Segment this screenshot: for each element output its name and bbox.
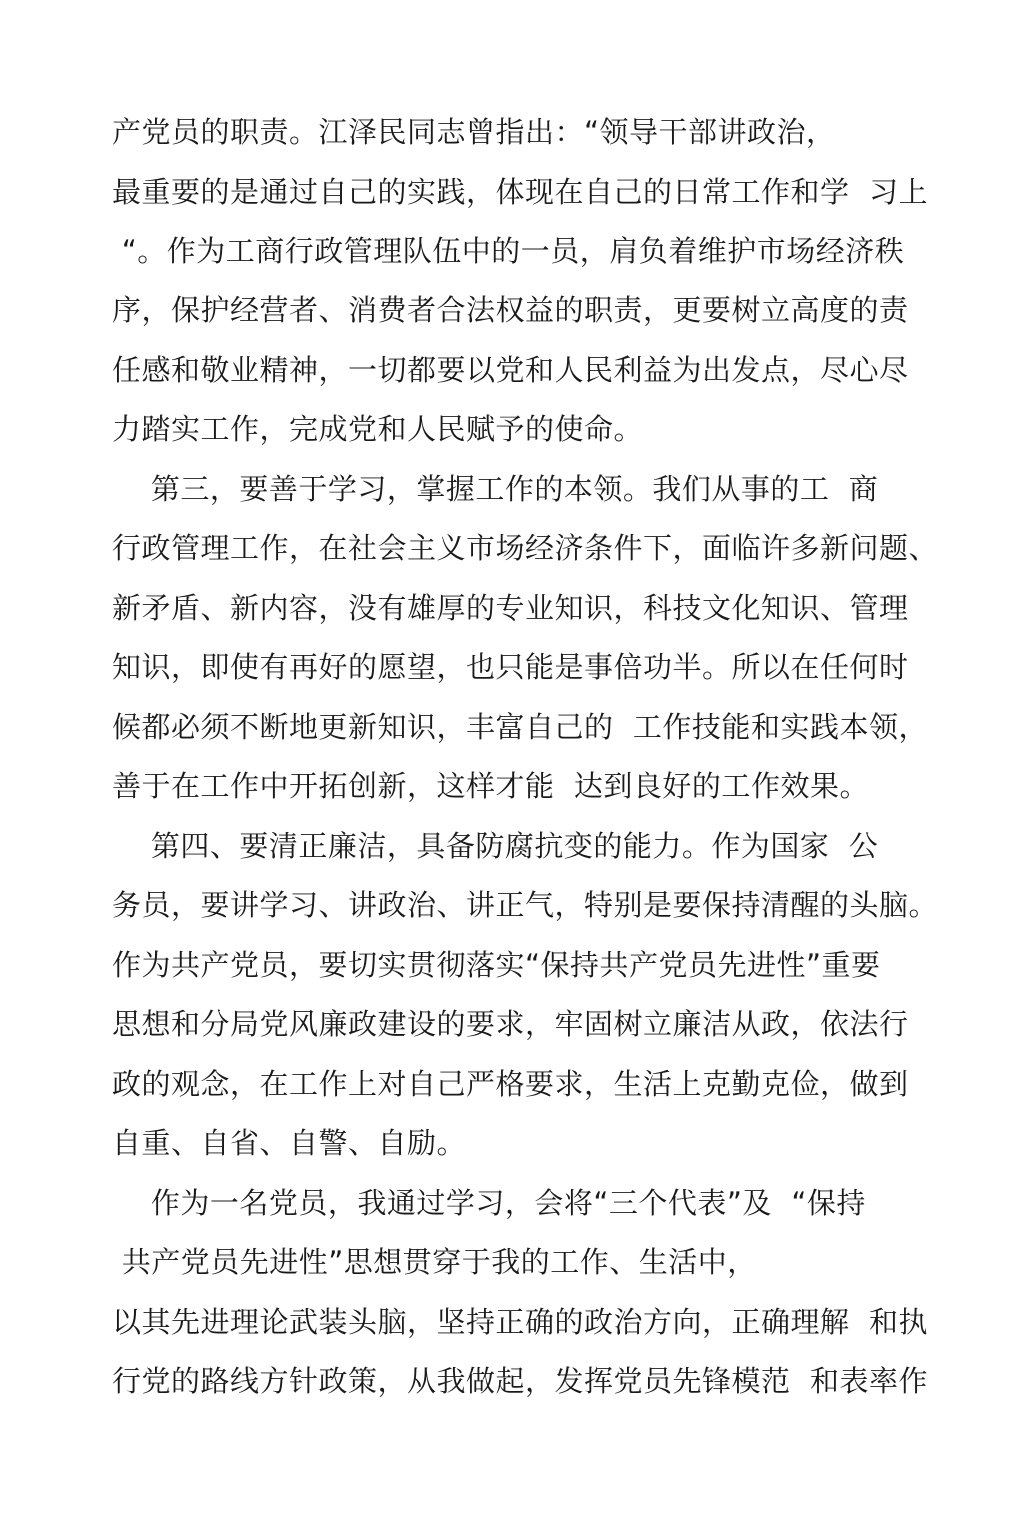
- text-line: 行党的路线方针政策，从我做起，发挥党员先锋模范 和表率作: [112, 1364, 928, 1398]
- text-line: 思想和分局党风廉政建设的要求，牢固树立廉洁从政，依法行: [112, 1007, 909, 1041]
- paragraph-start: 第三，要善于学习，掌握工作的本领。我们从事的工 商: [112, 472, 879, 506]
- text-line: 最重要的是通过自己的实践，体现在自己的日常工作和学 习上: [112, 175, 928, 209]
- paragraph-start: 第四、要清正廉洁，具备防腐抗变的能力。作为国家 公: [112, 829, 879, 863]
- text-line: 序，保护经营者、消费者合法权益的职责，更要树立高度的责: [112, 293, 909, 327]
- text-line: 知识，即使有再好的愿望，也只能是事倍功半。所以在任何时: [112, 650, 909, 684]
- text-line: 作为共产党员，要切实贯彻落实“保持共产党员先进性”重要: [112, 948, 881, 982]
- text-line: 行政管理工作，在社会主义市场经济条件下，面临许多新问题、: [112, 531, 939, 565]
- paragraph-start: 作为一名党员，我通过学习，会将“三个代表”及 “保持: [112, 1186, 866, 1220]
- text-line: 产党员的职责。江泽民同志曾指出：“领导干部讲政治，: [112, 115, 836, 149]
- text-line: 务员，要讲学习、讲政治、讲正气，特别是要保持清醒的头脑。: [112, 888, 939, 922]
- text-line: 候都必须不断地更新知识，丰富自己的 工作技能和实践本领，: [112, 710, 928, 744]
- text-line: 自重、自省、自警、自励。: [112, 1126, 467, 1160]
- text-line: 善于在工作中开拓创新，这样才能 达到良好的工作效果。: [112, 769, 869, 803]
- text-line: 以其先进理论武装头脑，坚持正确的政治方向，正确理解 和执: [112, 1305, 928, 1339]
- text-line: 共产党员先进性”思想贯穿于我的工作、生活中，: [112, 1245, 757, 1279]
- text-line: 任感和敬业精神，一切都要以党和人民利益为出发点，尽心尽: [112, 353, 909, 387]
- text-line: “。作为工商行政管理队伍中的一员，肩负着维护市场经济秩: [112, 234, 905, 268]
- text-line: 政的观念，在工作上对自己严格要求，生活上克勤克俭，做到: [112, 1067, 909, 1101]
- text-line: 新矛盾、新内容，没有雄厚的专业知识，科技文化知识、管理: [112, 591, 909, 625]
- text-line: 力踏实工作，完成党和人民赋予的使命。: [112, 412, 644, 446]
